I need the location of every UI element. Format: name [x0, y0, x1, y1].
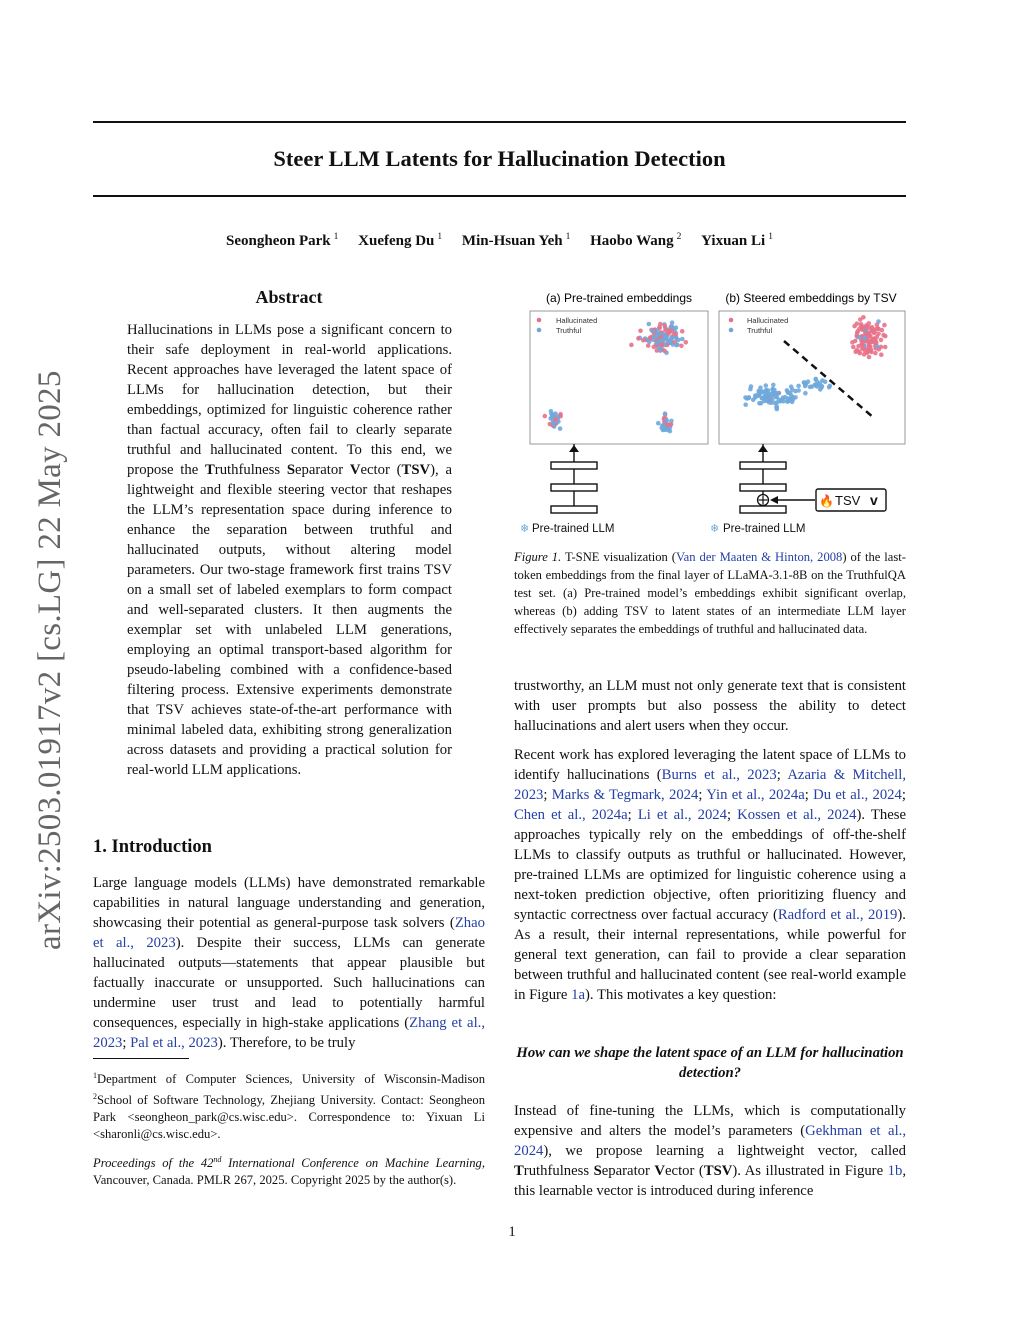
- scatter-point: [879, 338, 884, 343]
- scatter-point: [680, 337, 685, 342]
- scatter-point: [870, 325, 875, 330]
- legend-hallucinated: Hallucinated: [747, 316, 789, 325]
- scatter-point: [796, 388, 801, 393]
- scatter-point: [647, 322, 652, 327]
- scatter-point: [803, 391, 808, 396]
- snowflake-icon: ❄: [520, 523, 530, 535]
- scatter-point: [662, 349, 667, 354]
- arxiv-identifier: arXiv:2503.01917v2 [cs.LG] 22 May 2025: [32, 370, 68, 950]
- figure-1-tsne: [514, 286, 906, 540]
- scatter-point: [882, 323, 887, 328]
- footnote-proceedings: Proceedings of the 42nd International Conference on Machine Learning, Vancouver, Canada. PMLR 267, 2025. Copyright 2025 by the author(s).: [93, 1155, 485, 1188]
- citation-link[interactable]: Azaria & Mitchell, 2023: [514, 767, 906, 803]
- scatter-point: [788, 391, 793, 396]
- scatter-point: [875, 335, 880, 340]
- citation-link[interactable]: Gekhman et al., 2024: [514, 1123, 906, 1159]
- tsv-vector-symbol: v: [870, 492, 878, 508]
- abstract-body: Hallucinations in LLMs pose a significant concern to their safe deployment in real-world applications. Recent approaches have leveraged the latent space of LLMs for hallucination detection, but their embeddings, optimized for linguistic coherence rather than factual accuracy, often fail to clearly separate truthful and hallucinated content. To this end, we propose the Truthfulness Separator Vector (TSV), a lightweight and flexible steering vector that reshapes the LLM’s representation space during inference to enhance the separation between truthful and hallucinated outputs, without altering model parameters. Our two-stage framework first trains TSV on a small set of labeled exemplars to form compact and well-separated clusters. It then augments the exemplar set with unlabeled LLM generations, employing an optimal transport-based algorithm for pseudo-labeling combined with a confidence-based filtering process. Extensive experiments demonstrate that TSV achieves state-of-the-art performance with minimal labeled data, exhibiting strong generalization across datasets and providing a practical solution for real-world LLM applications.: [127, 322, 452, 778]
- scatter-point: [658, 322, 663, 327]
- tsv-arrowhead: [770, 496, 778, 504]
- scatter-point: [764, 383, 769, 388]
- key-question: How can we shape the latent space of an LLM for hallucination detection?: [516, 1045, 904, 1081]
- scatter-point: [558, 426, 563, 431]
- scatter-point: [856, 329, 861, 334]
- scatter-point: [810, 384, 815, 389]
- scatter-point: [548, 416, 553, 421]
- scatter-point: [815, 384, 820, 389]
- scatter-point: [664, 418, 669, 423]
- scatter-point: [875, 323, 880, 328]
- scatter-point: [786, 396, 791, 401]
- scatter-point: [858, 317, 863, 322]
- scatter-point: [658, 339, 663, 344]
- scatter-point: [636, 336, 641, 341]
- scatter-point: [646, 343, 651, 348]
- scatter-point: [860, 346, 865, 351]
- scatter-point: [867, 355, 872, 360]
- scatter-point: [851, 345, 856, 350]
- scatter-point: [674, 332, 679, 337]
- scatter-point: [549, 409, 554, 414]
- scatter-point: [670, 320, 675, 325]
- scatter-point: [558, 412, 563, 417]
- footnote-affiliations: $^1$Department of Computer Sciences, University of Wisconsin-Madison $^2$School of Software Technology, Zhejiang University. Contact: Seongheon Park <seongheon_park@cs.wisc.edu>. Correspondence to: Yixuan Li <sharonli@cs.wisc.edu>.: [93, 1071, 485, 1142]
- tsv-box-label: TSV: [835, 493, 861, 508]
- paper-title: Steer LLM Latents for Hallucination Detection: [273, 146, 726, 171]
- scatter-point: [663, 328, 668, 333]
- pretrained-llm-stack-a: [551, 444, 597, 513]
- title-top-rule: [93, 121, 906, 123]
- scatter-point: [668, 329, 673, 334]
- right-paragraph-2: Recent work has explored leveraging the latent space of LLMs to identify hallucinations (Burns et al., 2023; Azaria & Mitchell, 2023; Marks & Tegmark, 2024; Yin et al., 2024a; Du et al., 2024; Chen et al., 2024a; Li et al., 2024; Kossen et al., 2024). These approaches typically rely on the embeddings of off-the-shelf LLMs to classify outputs as truthful or hallucinated. However, pre-trained LLMs are optimized for linguistic coherence using a next-token prediction objective, often prioritizing fluency and syntactic correctness over factual accuracy (Radford et al., 2019). As a result, their internal representations, while powerful for general text generation, can fail to provide a clear separation between truthful and hallucinated content (see real-world example in Figure 1a). This motivates a key question:: [514, 747, 906, 1003]
- scatter-point: [873, 351, 878, 356]
- scatter-point: [684, 340, 689, 345]
- add-operator-icon: [758, 495, 769, 506]
- scatter-point: [743, 402, 748, 407]
- scatter-point: [679, 344, 684, 349]
- scatter-point: [553, 417, 558, 422]
- scatter-point: [674, 336, 679, 341]
- scatter-point: [663, 324, 668, 329]
- footnote-rule: [93, 1058, 189, 1059]
- title-bottom-rule: [93, 195, 906, 197]
- scatter-point: [551, 422, 556, 427]
- scatter-point: [674, 343, 679, 348]
- scatter-point: [650, 329, 655, 334]
- scatter-point: [868, 334, 873, 339]
- scatter-point: [768, 394, 773, 399]
- scatter-point: [668, 422, 673, 427]
- scatter-point: [872, 330, 877, 335]
- scatter-point: [638, 329, 643, 334]
- citation-link[interactable]: Zhao et al., 2023: [93, 915, 485, 951]
- section-heading-introduction: 1. Introduction: [93, 837, 212, 857]
- citation-link[interactable]: Van der Maaten & Hinton, 2008: [675, 550, 843, 564]
- scatter-point: [857, 335, 862, 340]
- scatter-point: [629, 343, 634, 348]
- scatter-point: [867, 321, 872, 326]
- author: Xuefeng Du $^1$: [358, 232, 443, 249]
- scatter-point: [660, 343, 665, 348]
- citation-link[interactable]: Du et al., 2024: [813, 787, 902, 803]
- pretrained-llm-label: Pre-trained LLM: [723, 523, 806, 535]
- page-number: 1: [508, 1224, 516, 1240]
- scatter-point: [674, 325, 679, 330]
- fire-icon: 🔥: [819, 494, 834, 508]
- scatter-point: [772, 388, 777, 393]
- citation-link[interactable]: Yin et al., 2024a: [706, 787, 805, 803]
- legend-truthful-dot: [537, 328, 542, 333]
- right-paragraph-1: trustworthy, an LLM must not only generate text that is consistent with user prompts but also possess the ability to detect hallucinations and alert users when they occur.: [514, 678, 906, 734]
- citation-link[interactable]: Zhang et al., 2023: [93, 1015, 485, 1051]
- scatter-point: [774, 404, 779, 409]
- author-list: [93, 232, 906, 250]
- legend-truthful-dot: [729, 328, 734, 333]
- scatter-point: [883, 334, 888, 339]
- scatter-point: [789, 384, 794, 389]
- legend-hallucinated-dot: [537, 318, 542, 323]
- scatter-point: [883, 345, 888, 350]
- panel-b-title: (b) Steered embeddings by TSV: [725, 291, 897, 305]
- scatter-point: [654, 334, 659, 339]
- scatter-point: [869, 348, 874, 353]
- scatter-point: [543, 414, 548, 419]
- scatter-point: [757, 389, 762, 394]
- citation-link[interactable]: Chen et al., 2024a: [514, 807, 628, 823]
- scatter-point: [877, 347, 882, 352]
- scatter-point: [663, 411, 668, 416]
- panel-a-title: (a) Pre-trained embeddings: [545, 291, 693, 305]
- legend-truthful: Truthful: [747, 326, 773, 335]
- scatter-point: [827, 385, 832, 390]
- scatter-point: [771, 383, 776, 388]
- author: Haobo Wang $^2$: [590, 232, 682, 249]
- right-paragraph-3: Instead of fine-tuning the LLMs, which is computationally expensive and alters the model’s parameters (Gekhman et al., 2024), we propose learning a lightweight vector, called Truthfulness Separator Vector (TSV). As illustrated in Figure 1b, this learnable vector is introduced during inference: [514, 1103, 906, 1199]
- figure-reference-link[interactable]: 1a: [571, 987, 585, 1003]
- scatter-point: [820, 384, 825, 389]
- scatter-point: [668, 429, 673, 434]
- citation-link[interactable]: Li et al., 2024: [637, 807, 727, 823]
- author: Yixuan Li $^1$: [701, 232, 773, 249]
- scatter-point: [656, 421, 661, 426]
- scatter-point: [803, 382, 808, 387]
- legend-truthful: Truthful: [556, 326, 582, 335]
- scatter-point: [751, 398, 756, 403]
- intro-paragraph: Large language models (LLMs) have demonstrated remarkable capabilities in natural language understanding and generation, showcasing their potential as general-purpose task solvers (Zhao et al., 2023). Despite their success, LLMs can generate hallucinated outputs—statements that appear plausible but factually inaccurate or unsupported. Such hallucinations can undermine user trust and lead to potentially harmful consequences, especially in high-stake applications (Zhang et al., 2023; Pal et al., 2023). Therefore, to be truly: [93, 875, 485, 1051]
- author: Seongheon Park $^1$: [226, 232, 339, 249]
- scatter-point: [767, 400, 772, 405]
- scatter-point: [853, 339, 858, 344]
- snowflake-icon: ❄: [710, 523, 720, 535]
- scatter-point: [796, 384, 801, 389]
- scatter-point: [552, 413, 557, 418]
- citation-link[interactable]: Radford et al., 2019: [777, 907, 898, 923]
- citation-link[interactable]: Burns et al., 2023: [661, 767, 777, 783]
- figure-1-caption: Figure 1. T-SNE visualization (Van der Maaten & Hinton, 2008) of the last-token embeddings from the final layer of LLaMA-3.1-8B on the TruthfulQA test set. (a) Pre-trained model’s embeddings exhibit significant overlap, whereas (b) adding TSV to latent states of an intermediate LLM layer effectively separates the embeddings of truthful and hallucinated data.: [514, 550, 906, 636]
- scatter-point: [879, 352, 884, 357]
- scatter-point: [764, 388, 769, 393]
- pretrained-llm-label: Pre-trained LLM: [532, 523, 615, 535]
- scatter-point: [661, 424, 666, 429]
- scatter-point: [867, 341, 872, 346]
- scatter-point: [759, 401, 764, 406]
- scatter-point: [820, 378, 825, 383]
- scatter-point: [762, 394, 767, 399]
- citation-link[interactable]: Pal et al., 2023: [130, 1035, 218, 1051]
- scatter-point: [855, 321, 860, 326]
- scatter-point: [756, 393, 761, 398]
- legend-hallucinated-dot: [729, 318, 734, 323]
- citation-link[interactable]: Marks & Tegmark, 2024: [551, 787, 699, 803]
- scatter-point: [863, 336, 868, 341]
- scatter-point: [680, 329, 685, 334]
- author: Min-Hsuan Yeh $^1$: [461, 232, 571, 249]
- scatter-point: [861, 327, 866, 332]
- scatter-point: [745, 396, 750, 401]
- scatter-point: [865, 350, 870, 355]
- legend-hallucinated: Hallucinated: [556, 316, 598, 325]
- abstract-heading: Abstract: [255, 287, 323, 307]
- scatter-point: [853, 350, 858, 355]
- scatter-point: [779, 398, 784, 403]
- figure-reference-link[interactable]: 1b: [887, 1163, 903, 1179]
- scatter-point: [749, 384, 754, 389]
- citation-link[interactable]: Kossen et al., 2024: [737, 807, 857, 823]
- scatter-point: [790, 400, 795, 405]
